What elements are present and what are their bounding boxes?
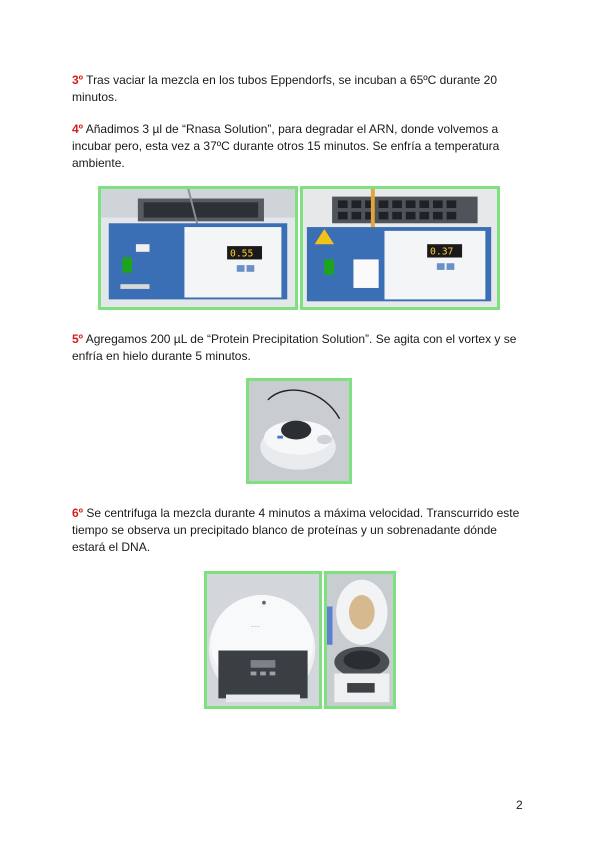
centrifuge-open-photo <box>324 571 396 709</box>
step-3-paragraph <box>72 72 532 106</box>
step-5-paragraph <box>72 331 532 365</box>
heater-2-display-text: 0.37 <box>430 246 454 258</box>
step-3-text: Tras vaciar la mezcla en los tubos Eppendorfs, se incuban a 65ºC durante 20 minutos. <box>72 73 498 104</box>
step-5-text: Agregamos 200 µL de “Protein Precipitation Solution”. Se agita con el vortex y se enfría en hielo durante 5 minutos. <box>72 332 517 363</box>
heater-photo-2 <box>300 186 500 310</box>
step-4-paragraph <box>72 121 532 172</box>
step-6-number: 6º <box>72 506 84 520</box>
svg-text:~~~: ~~~ <box>250 623 261 629</box>
step-3-number: 3º <box>72 73 84 87</box>
step-6-text: Se centrifuga la mezcla durante 4 minutos a máxima velocidad. Transcurrido este tiempo se observa un precipitado blanco de proteínas y un sobrenadante dónde estará el DNA. <box>72 506 520 554</box>
heater-photo-1 <box>98 186 298 310</box>
heater-1-display-text: 0.55 <box>230 248 254 260</box>
step-6-paragraph <box>72 505 532 556</box>
centrifuge-closed-photo <box>204 571 322 709</box>
step-5-number: 5º <box>72 332 84 346</box>
step-4-text: Añadimos 3 µl de “Rnasa Solution”, para degradar el ARN, donde volvemos a incubar pero, esta vez a 37ºC durante otros 15 minutos. Se enfría a temperatura ambiente. <box>72 122 500 170</box>
vortex-photo <box>246 378 352 484</box>
page-number: 2 <box>516 798 523 812</box>
step-4-number: 4º <box>72 122 84 136</box>
